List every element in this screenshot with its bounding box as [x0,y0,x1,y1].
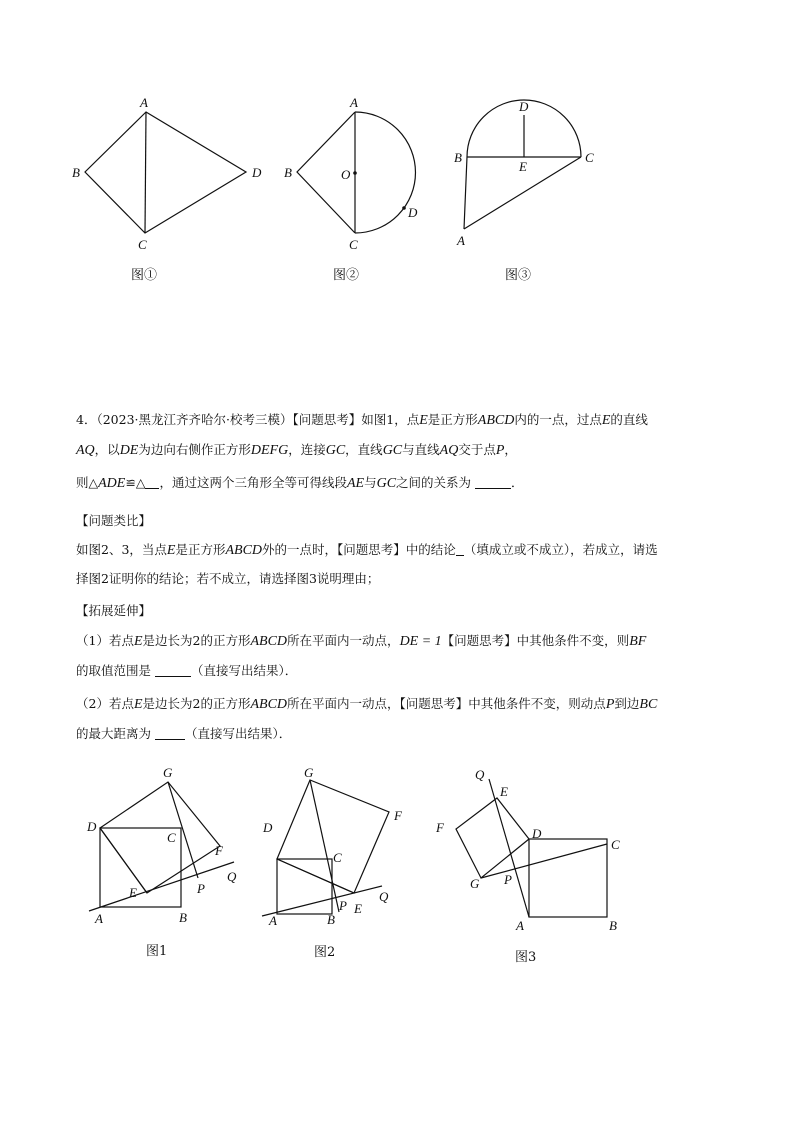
label-E: E [354,901,362,916]
label-B: B [454,150,462,165]
label-D: D [263,820,273,835]
label-G: G [470,876,480,891]
label-E: E [129,885,137,900]
label-F: F [436,820,444,835]
answer-blank-distance[interactable] [155,726,185,740]
label-E: E [519,159,527,174]
label-A: A [95,911,103,926]
label-P: P [339,898,347,913]
problem-line-3: 则△ADE≌△ ，通过这两个三角形全等可得线段AE与GC之间的关系为 ． [76,475,524,491]
label-B: B [179,910,187,925]
label-A: A [350,95,358,110]
label-A: A [457,233,465,248]
label-G: G [304,765,314,780]
answer-blank-relation[interactable] [475,475,511,489]
label-B: B [327,912,335,927]
label-A: A [140,95,148,110]
section-analogy: 【问题类比】 [76,513,152,528]
label-G: G [163,765,173,780]
label-A: A [516,918,524,933]
figure-bottom-3-caption: 图3 [515,950,537,965]
label-D: D [408,205,418,220]
problem-line-6: （1）若点E是边长为2的正方形ABCD所在平面内一动点，DE = 1【问题思考】中其他条件不变，则BF [76,633,647,649]
figure-bottom-3 [430,762,630,942]
label-C: C [349,237,358,252]
problem-line-5: 择图2证明你的结论；若不成立，请选择图3说明理由； [76,571,380,586]
label-F: F [215,843,223,858]
label-E: E [500,784,508,799]
problem-line-1: 4．（2023·黑龙江齐齐哈尔·校考三模）【问题思考】如图1，点E是正方形ABCD内的一点，过点E的直线 [76,412,648,428]
section-extend: 【拓展延伸】 [76,603,152,618]
label-P: P [197,881,205,896]
label-D: D [532,826,542,841]
figure-bottom-1-caption: 图1 [146,944,168,959]
figure-2-semicircle [280,90,440,255]
label-B: B [72,165,80,180]
problem-line-2: AQ，以DE为边向右侧作正方形DEFG，连接GC，直线GC与直线AQ交于点P， [76,442,517,458]
label-P: P [504,872,512,887]
label-Q: Q [227,869,237,884]
figure-2-caption: 图② [333,268,360,283]
figure-bottom-2 [255,760,415,930]
answer-blank-range[interactable] [155,663,191,677]
label-D: D [252,165,262,180]
figure-bottom-2-caption: 图2 [314,945,336,960]
problem-line-4: 如图2、3，当点E是正方形ABCD外的一点时，【问题思考】中的结论 （填成立或不成立），若成立，请选 [76,542,658,558]
label-C: C [138,237,147,252]
label-B: B [609,918,617,933]
problem-line-7: 的取值范围是 （直接写出结果）． [76,663,298,678]
label-B: B [284,165,292,180]
label-D: D [519,99,529,114]
label-Q: Q [379,889,389,904]
label-C: C [333,850,342,865]
figure-3-caption: 图③ [505,268,532,283]
figure-3-semicircle-triangle [450,95,610,255]
answer-blank-holds[interactable] [456,542,464,556]
label-C: C [611,837,620,852]
problem-line-9: 的最大距离为 （直接写出结果）． [76,726,292,741]
label-C: C [585,150,594,165]
label-D: D [87,819,97,834]
label-A: A [269,913,277,928]
figure-1-caption: 图① [131,268,158,283]
label-O: O [341,167,351,182]
problem-line-8: （2）若点E是边长为2的正方形ABCD所在平面内一动点，【问题思考】中其他条件不变，则动点P到边BC [76,696,658,712]
label-C: C [167,830,176,845]
figure-bottom-1 [80,760,250,930]
label-Q: Q [475,767,485,782]
answer-blank-triangle[interactable] [145,475,159,489]
label-F: F [394,808,402,823]
figure-1-kite [60,90,280,255]
